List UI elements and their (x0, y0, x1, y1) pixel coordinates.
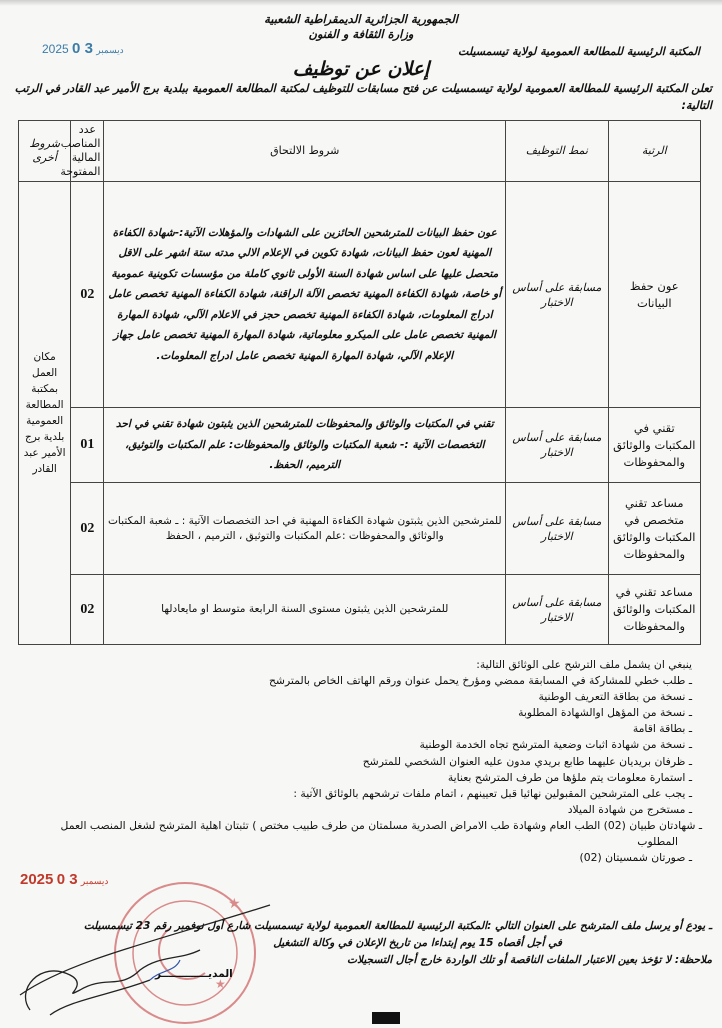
positions-cell: 02 (71, 575, 104, 645)
header-rank: الرتبة (608, 121, 700, 182)
ministry-heading: وزارة الثقافة و الفنون (308, 27, 414, 41)
mode-cell: مسابقة على أساس الاختبار (506, 408, 608, 483)
redaction-mark (372, 1012, 400, 1024)
documents-intro: ينبغي ان يشمل ملف الترشح على الوثائق التالية: (476, 658, 692, 671)
republic-heading: الجمهورية الجزائرية الديمقراطية الشعبية (264, 12, 458, 26)
other-conditions-cell: مكان العمل بمكتبة المطالعة العمومية بلدية برج الأمير عبد القادر (19, 182, 71, 645)
table-row (19, 182, 701, 408)
mode-cell: مسابقة على أساس الاختبار (506, 575, 608, 645)
date-stamp-bottom (20, 871, 108, 888)
document-item: ـ نسخة من المؤهل اوالشهادة المطلوبة (518, 706, 692, 720)
required-documents (60, 657, 702, 866)
mode-cell: مسابقة على أساس الاختبار (506, 483, 608, 575)
header-positions: عدد المناصب المالية المفتوحة (71, 121, 104, 182)
intro-paragraph: تعلن المكتبة الرئيسية للمطالعة العمومية لولاية تيسمسيلت عن فتح مسابقات للتوظيف لمكتبة المطالعة العمومية ببلدية برج الأمير عبد القادر في الرتب التالية: (14, 82, 712, 112)
document-item: ـ صورتان شمسيتان (02) (579, 851, 692, 865)
conditions-cell: تقني في المكتبات والوثائق والمحفوظات للمترشحين الذين يثبتون شهادة تقني في احد التخصصات الآتية :- شعبة المكتبات والوثائق والمحفوظات: علم المكتبات والتوثيق، الترميم، الحفظ. (104, 408, 506, 483)
conditions-cell: للمترشحين الذين يثبتون مستوى السنة الرابعة متوسط او مايعادلها (104, 575, 506, 645)
rank-cell: مساعد تقني في المكتبات والوثائق والمحفوظات (608, 575, 700, 645)
scan-edge (0, 0, 722, 6)
header-other: شروط أخرى (19, 121, 71, 182)
document-title: إعلان عن توظيف (292, 58, 430, 80)
date-stamp-month: ديسمبر (80, 876, 109, 886)
document-item: ـ شهادتان طبيان (02) الطب العام وشهادة طب الامراض الصدرية مسلمتان من طرف طبيب مختص ) تثبتان اهلية المترشح لشغل المنصب العمل (60, 818, 702, 832)
positions-cell: 02 (71, 483, 104, 575)
date-stamp-top (42, 40, 124, 57)
director-label: المديـــــــــــــر (155, 968, 233, 980)
mode-cell: مسابقة على أساس الاختبار (506, 182, 608, 408)
positions-cell: 02 (71, 182, 104, 408)
rank-cell: عون حفظ البيانات (608, 182, 700, 408)
library-name: المكتبة الرئيسية للمطالعة العمومية لولاية تيسمسيلت (458, 45, 700, 58)
conditions-cell: للمترشحين الذين يثبتون شهادة الكفاءة المهنية في احد التخصصات الآتية : ـ شعبة المكتبات والوثائق والمحفوظات :علم المكتبات والتوثيق ، الترميم ، الحفظ (104, 483, 506, 575)
document-item: ـ نسخة من بطاقة التعريف الوطنية (538, 690, 692, 704)
header-mode: نمط التوظيف (506, 121, 608, 182)
positions-cell: 01 (71, 408, 104, 483)
header-conditions: شروط الالتحاق (104, 121, 506, 182)
document-item: ـ بطاقة اقامة (632, 722, 692, 736)
rank-cell: مساعد تقني متخصص في المكتبات والوثائق والمحفوظات (608, 483, 700, 575)
date-stamp-year: 2025 (20, 871, 54, 888)
document-item: ـ استمارة معلومات يتم ملؤها من طرف المترشح بعناية (447, 770, 692, 784)
document-item: ـ طلب خطي للمشاركة في المسابقة ممضي ومؤرخ يحمل عنوان ورقم الهاتف الخاص بالمترشح (268, 674, 692, 688)
table-row (19, 483, 701, 575)
date-stamp-month: ديسمبر (96, 45, 124, 55)
address-line: ـ يودع أو يرسل ملف المترشح على العنوان التالي :المكتبة الرئيسية للمطالعة العمومية لولاية تيسمسيلت شارع أول نوفمبر رقم 23 تيسمسيلت (83, 920, 712, 932)
note-line: ملاحظة: لا تؤخذ بعين الاعتبار الملفات الناقصة أو تلك الواردة خارج أجال التسجيلات (347, 954, 712, 966)
table-row (19, 408, 701, 483)
document-item: ـ نسخة من شهادة اثبات وضعية المترشح تجاه الخدمة الوطنية (419, 738, 692, 752)
table-header-row (19, 121, 701, 182)
deadline-line: في أجل أقصاه 15 يوم إبتداءا من تاريخ الإعلان في وكالة التشغيل (273, 937, 562, 949)
date-stamp-year: 2025 (42, 42, 69, 56)
table-row (19, 575, 701, 645)
rank-cell: تقني في المكتبات والوثائق والمحفوظات (608, 408, 700, 483)
document-item: المطلوب (637, 835, 678, 849)
document-item: ـ مستخرج من شهادة الميلاد (567, 802, 692, 816)
svg-text:★: ★ (228, 896, 241, 912)
document-item: ـ يجب على المترشحين المقبولين نهائيا قبل تعيينهم ، اتمام ملفات ترشحهم بالوثائق الآتية : (293, 786, 692, 800)
date-stamp-day: 3 0 (56, 871, 78, 888)
svg-text:★: ★ (215, 977, 226, 991)
conditions-cell: عون حفظ البيانات للمترشحين الحائزين على الشهادات والمؤهلات الآتية:-شهادة الكفاءة المهنية لعون حفظ البيانات، شهادة تكوين في الإعلام الالي مدته ستة اشهر على الاقل متحصل عليها على اساس شهادة السنة الأولى ثانوي كاملة من مؤسسات تكوينية عمومية أو خاصة، شهادة الكفاءة المهنية تخصص الآلة الراقنة، شهادة الكفاءة المهنية تخصص عامل ادراج المعلومات، شهادة الكفاءة المهنية تخصص حجز في الاعلام الآلي، شهادة المهارة المهنية تخصص عامل على الميكرو معلوماتية، شهادة المهارة المهنية تخصص عامل جهاز الإعلام الآلي، شهادة المهارة المهنية تخصص عامل ادراج المعلومات. (104, 182, 506, 408)
signature-icon (10, 900, 290, 1020)
recruitment-table (18, 120, 701, 645)
document-item: ـ ظرفان بريديان عليهما طابع بريدي مدون عليه العنوان الشخصي للمترشح (362, 754, 692, 768)
date-stamp-day: 3 0 (72, 40, 93, 57)
